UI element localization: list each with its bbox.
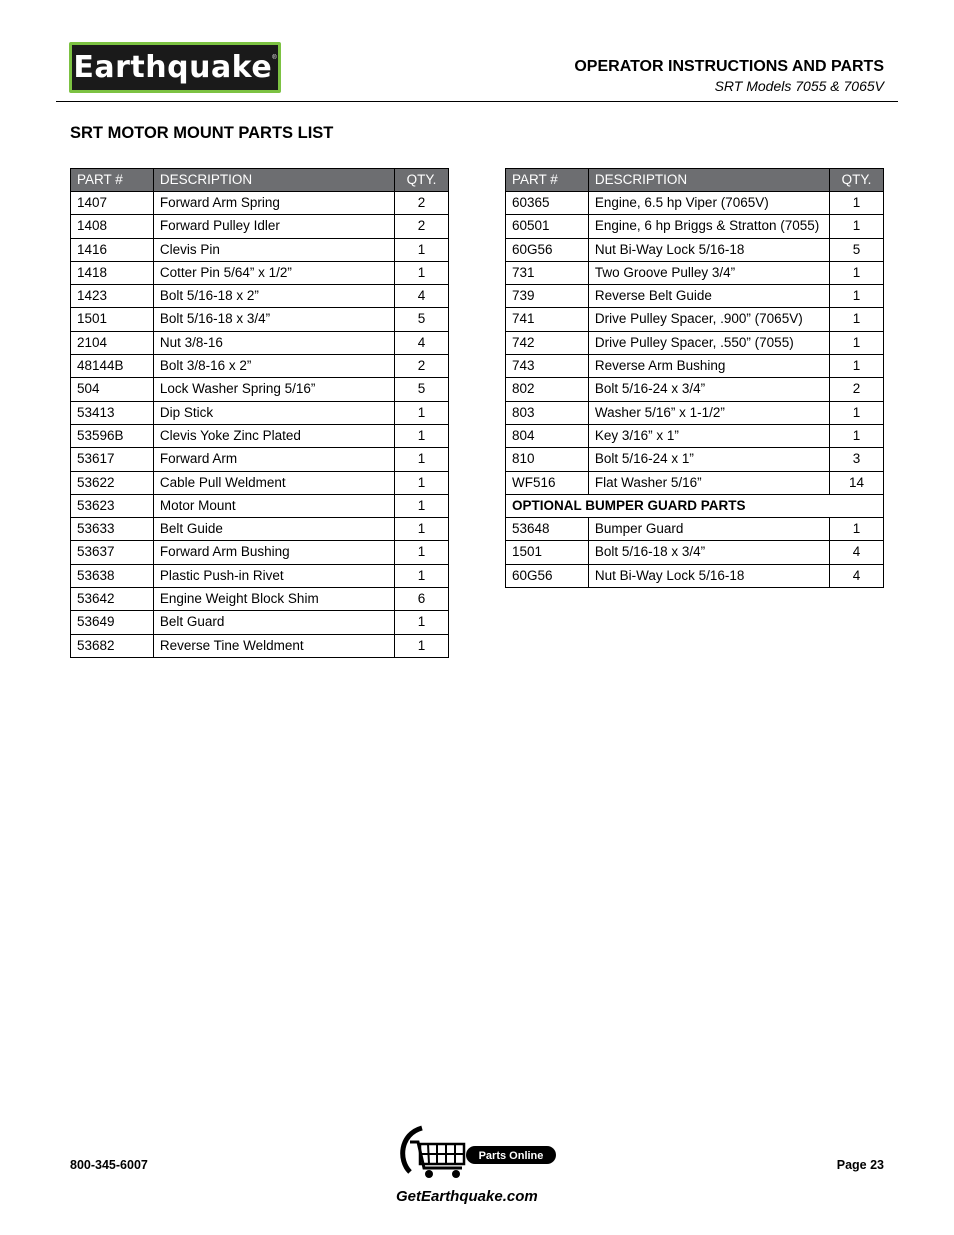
table-row: [506, 215, 884, 238]
qty-cell: 1: [395, 494, 449, 517]
qty-cell: 1: [395, 238, 449, 261]
part-number-cell: 1501: [71, 308, 154, 331]
table-header-row: [71, 169, 449, 192]
description-cell: Engine, 6.5 hp Viper (7065V): [588, 192, 829, 215]
parts-online-label: Parts Online: [478, 1150, 544, 1162]
part-number-cell: 53633: [71, 518, 154, 541]
part-number-cell: 53617: [71, 448, 154, 471]
logo-trademark: ®: [272, 54, 277, 61]
description-cell: Bumper Guard: [588, 518, 829, 541]
part-number-cell: 60G56: [506, 564, 589, 587]
table-row: [71, 541, 449, 564]
description-cell: Dip Stick: [153, 401, 394, 424]
part-number-cell: 53596B: [71, 424, 154, 447]
section-title: SRT MOTOR MOUNT PARTS LIST: [70, 124, 334, 142]
table-row: [71, 471, 449, 494]
description-cell: Bolt 5/16-18 x 3/4”: [588, 541, 829, 564]
description-cell: Drive Pulley Spacer, .550” (7055): [588, 331, 829, 354]
table-row: [71, 424, 449, 447]
qty-cell: 1: [395, 471, 449, 494]
description-cell: Key 3/16” x 1”: [588, 424, 829, 447]
table-row: [506, 564, 884, 587]
part-number-cell: 53413: [71, 401, 154, 424]
table-row: [506, 471, 884, 494]
qty-cell: 1: [395, 448, 449, 471]
description-cell: Motor Mount: [153, 494, 394, 517]
qty-cell: 1: [395, 634, 449, 657]
qty-cell: 1: [830, 355, 884, 378]
part-number-cell: 804: [506, 424, 589, 447]
qty-cell: 2: [395, 355, 449, 378]
shopping-cart-icon: [410, 1142, 464, 1178]
part-number-cell: 742: [506, 331, 589, 354]
table-row: [71, 238, 449, 261]
qty-cell: 1: [830, 308, 884, 331]
description-cell: Engine, 6 hp Briggs & Stratton (7055): [588, 215, 829, 238]
table-row: [71, 634, 449, 657]
column-header-qty: QTY.: [395, 169, 449, 192]
table-row: [71, 192, 449, 215]
part-number-cell: 53648: [506, 518, 589, 541]
description-cell: Bolt 5/16-24 x 3/4”: [588, 378, 829, 401]
table-row: [506, 424, 884, 447]
qty-cell: 6: [395, 588, 449, 611]
qty-cell: 14: [830, 471, 884, 494]
description-cell: Forward Arm Spring: [153, 192, 394, 215]
table-row: [71, 518, 449, 541]
description-cell: Lock Washer Spring 5/16”: [153, 378, 394, 401]
description-cell: Clevis Yoke Zinc Plated: [153, 424, 394, 447]
description-cell: Cotter Pin 5/64” x 1/2”: [153, 261, 394, 284]
description-cell: Bolt 5/16-18 x 2”: [153, 285, 394, 308]
table-row: [71, 564, 449, 587]
part-number-cell: 810: [506, 448, 589, 471]
description-cell: Nut 3/8-16: [153, 331, 394, 354]
part-number-cell: 731: [506, 261, 589, 284]
qty-cell: 3: [830, 448, 884, 471]
qty-cell: 1: [830, 285, 884, 308]
description-cell: Reverse Tine Weldment: [153, 634, 394, 657]
description-cell: Bolt 3/8-16 x 2”: [153, 355, 394, 378]
table-row: [506, 192, 884, 215]
description-cell: Forward Arm Bushing: [153, 541, 394, 564]
column-header-part: PART #: [71, 169, 154, 192]
parts-table-left: [70, 168, 449, 658]
description-cell: Plastic Push-in Rivet: [153, 564, 394, 587]
table-row: [506, 518, 884, 541]
table-row: [71, 378, 449, 401]
parts-table-left-body: [71, 192, 449, 658]
qty-cell: 1: [830, 215, 884, 238]
table-row: [506, 378, 884, 401]
part-number-cell: 60G56: [506, 238, 589, 261]
earthquake-logo: [69, 42, 281, 93]
part-number-cell: 1423: [71, 285, 154, 308]
column-header-part: PART #: [506, 169, 589, 192]
description-cell: Nut Bi-Way Lock 5/16-18: [588, 238, 829, 261]
logo-text: Earthquake: [73, 50, 273, 85]
description-cell: Washer 5/16” x 1-1/2”: [588, 401, 829, 424]
table-header-row: [506, 169, 884, 192]
part-number-cell: 802: [506, 378, 589, 401]
part-number-cell: 504: [71, 378, 154, 401]
table-row: [506, 541, 884, 564]
header-divider: [56, 101, 898, 102]
footer-url: GetEarthquake.com: [396, 1188, 538, 1205]
table-row: [506, 401, 884, 424]
column-header-qty: QTY.: [830, 169, 884, 192]
part-number-cell: 53638: [71, 564, 154, 587]
qty-cell: 4: [830, 564, 884, 587]
parts-table-right-body: [506, 192, 884, 588]
description-cell: Reverse Arm Bushing: [588, 355, 829, 378]
description-cell: Belt Guide: [153, 518, 394, 541]
part-number-cell: 1418: [71, 261, 154, 284]
qty-cell: 1: [830, 424, 884, 447]
part-number-cell: 53623: [71, 494, 154, 517]
table-row: [71, 261, 449, 284]
table-row: [506, 308, 884, 331]
part-number-cell: 739: [506, 285, 589, 308]
description-cell: Two Groove Pulley 3/4”: [588, 261, 829, 284]
table-row: [506, 238, 884, 261]
qty-cell: 2: [395, 215, 449, 238]
qty-cell: 4: [395, 331, 449, 354]
qty-cell: 1: [830, 261, 884, 284]
part-number-cell: 803: [506, 401, 589, 424]
qty-cell: 1: [395, 401, 449, 424]
parts-online-cart-logo: [396, 1124, 560, 1180]
part-number-cell: 53682: [71, 634, 154, 657]
description-cell: Forward Pulley Idler: [153, 215, 394, 238]
column-header-description: DESCRIPTION: [588, 169, 829, 192]
description-cell: Drive Pulley Spacer, .900” (7065V): [588, 308, 829, 331]
table-row: [71, 285, 449, 308]
description-cell: Forward Arm: [153, 448, 394, 471]
qty-cell: 1: [395, 424, 449, 447]
table-row: [71, 494, 449, 517]
description-cell: Flat Washer 5/16”: [588, 471, 829, 494]
table-row: [71, 588, 449, 611]
part-number-cell: 53637: [71, 541, 154, 564]
description-cell: Reverse Belt Guide: [588, 285, 829, 308]
part-number-cell: 741: [506, 308, 589, 331]
table-row: [71, 215, 449, 238]
part-number-cell: 53622: [71, 471, 154, 494]
qty-cell: 5: [830, 238, 884, 261]
part-number-cell: 743: [506, 355, 589, 378]
description-cell: Engine Weight Block Shim: [153, 588, 394, 611]
page-number: Page 23: [836, 1158, 884, 1172]
description-cell: Belt Guard: [153, 611, 394, 634]
description-cell: Clevis Pin: [153, 238, 394, 261]
qty-cell: 1: [395, 518, 449, 541]
footer-phone: 800-345-6007: [70, 1158, 148, 1172]
table-row: [71, 308, 449, 331]
qty-cell: 1: [395, 261, 449, 284]
part-number-cell: 60365: [506, 192, 589, 215]
table-row: [71, 611, 449, 634]
table-row: [71, 448, 449, 471]
table-row: [71, 331, 449, 354]
qty-cell: 1: [395, 541, 449, 564]
part-number-cell: WF516: [506, 471, 589, 494]
qty-cell: 5: [395, 308, 449, 331]
part-number-cell: 2104: [71, 331, 154, 354]
optional-section-heading: OPTIONAL BUMPER GUARD PARTS: [506, 494, 884, 517]
qty-cell: 2: [395, 192, 449, 215]
table-row: [506, 285, 884, 308]
table-row: [71, 355, 449, 378]
part-number-cell: 1407: [71, 192, 154, 215]
part-number-cell: 48144B: [71, 355, 154, 378]
description-cell: Cable Pull Weldment: [153, 471, 394, 494]
qty-cell: 1: [395, 564, 449, 587]
column-header-description: DESCRIPTION: [153, 169, 394, 192]
part-number-cell: 1501: [506, 541, 589, 564]
part-number-cell: 53649: [71, 611, 154, 634]
description-cell: Nut Bi-Way Lock 5/16-18: [588, 564, 829, 587]
qty-cell: 4: [830, 541, 884, 564]
description-cell: Bolt 5/16-24 x 1”: [588, 448, 829, 471]
description-cell: Bolt 5/16-18 x 3/4”: [153, 308, 394, 331]
qty-cell: 4: [395, 285, 449, 308]
qty-cell: 1: [830, 331, 884, 354]
part-number-cell: 53642: [71, 588, 154, 611]
table-row: [506, 331, 884, 354]
table-row: [71, 401, 449, 424]
table-row: [506, 355, 884, 378]
optional-section-row: [506, 494, 884, 517]
table-row: [506, 261, 884, 284]
qty-cell: 5: [395, 378, 449, 401]
part-number-cell: 1408: [71, 215, 154, 238]
qty-cell: 1: [395, 611, 449, 634]
document-subtitle: SRT Models 7055 & 7065V: [714, 78, 884, 94]
part-number-cell: 60501: [506, 215, 589, 238]
table-row: [506, 448, 884, 471]
parts-table-right: [505, 168, 884, 588]
qty-cell: 1: [830, 518, 884, 541]
qty-cell: 2: [830, 378, 884, 401]
part-number-cell: 1416: [71, 238, 154, 261]
qty-cell: 1: [830, 401, 884, 424]
document-title: OPERATOR INSTRUCTIONS AND PARTS: [574, 58, 884, 75]
qty-cell: 1: [830, 192, 884, 215]
